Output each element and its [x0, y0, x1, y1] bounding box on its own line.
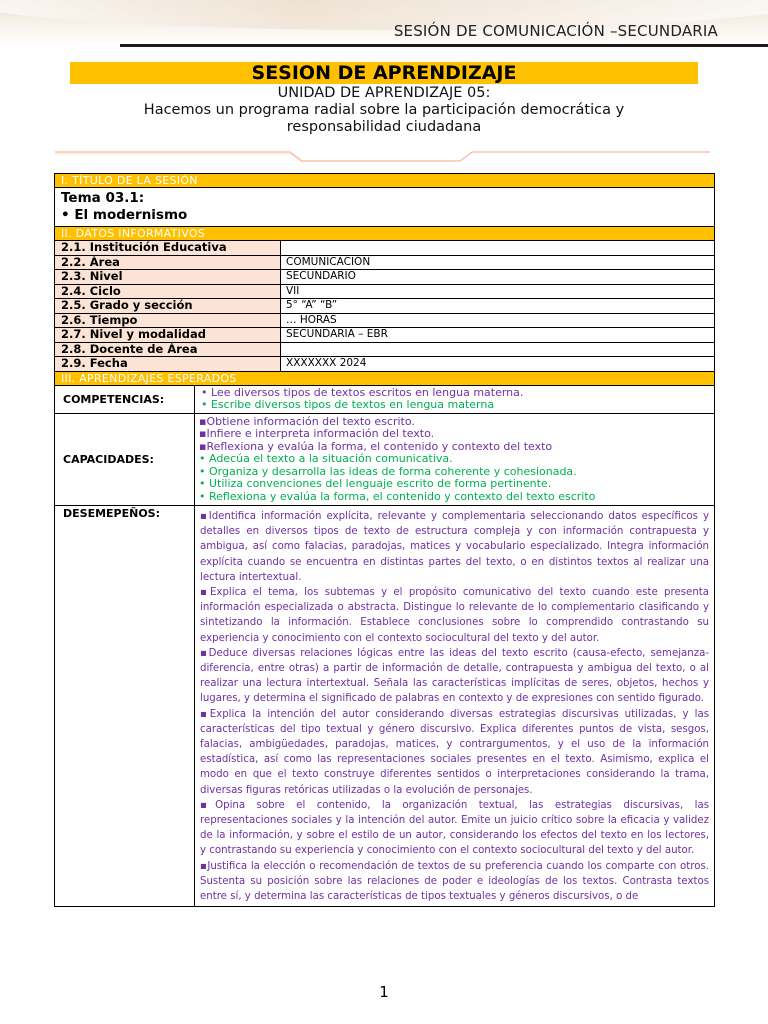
capacidades-label: CAPACIDADES: [55, 413, 195, 506]
session-topic [55, 188, 715, 227]
data-value [281, 241, 715, 256]
competencias-label: COMPETENCIAS: [55, 385, 195, 413]
data-value: 5° “A” “B” [281, 299, 715, 314]
section-header-titulo: I. TÍTULO DE LA SESIÓN [55, 174, 715, 188]
data-row [55, 284, 715, 299]
data-row [55, 299, 715, 314]
data-row [55, 313, 715, 328]
competencia-item: • Escribe diversos tipos de textos en lengua materna [201, 398, 495, 411]
data-row [55, 342, 715, 357]
data-row [55, 328, 715, 343]
data-row [55, 270, 715, 285]
data-value: … HORAS [281, 313, 715, 328]
desempeno-item: ▪Justifica la elección o recomendación de textos de su preferencia cuando los comparte con otros. Sustenta su posición sobre las relaciones de poder e ideologías de los textos. Contrasta textos entre sí, y determina las características de tipos textuales y géneros discursivos, o de [200, 860, 710, 903]
session-table [54, 173, 715, 907]
unit-title-line1: Hacemos un programa radial sobre la participación democrática y [143, 102, 625, 118]
data-value: VII [281, 284, 715, 299]
data-value: SECUNDARIO [281, 270, 715, 285]
data-label: 2.9. Fecha [55, 357, 281, 372]
capacidad-item: • Organiza y desarrolla las ideas de forma coherente y cohesionada. [199, 464, 577, 478]
capacidad-item: • Utiliza convenciones del lenguaje escrito de forma pertinente. [199, 477, 552, 490]
page-title: SESION DE APRENDIZAJE [70, 62, 698, 84]
desempeno-item: ▪Identifica información explícita, relevante y complementaria seleccionando datos específicos y detalles en diversos tipos de texto de estructura compleja y con información contrapuesta y ambigua, así como falacias, paradojas, matices y vocabulario especializado. Integra información explícita cuando se encuentra en distintas partes del texto, o en distintos textos al realizar una lectura intertextual. [200, 511, 710, 583]
desempenos-row [55, 506, 715, 907]
data-label: 2.4. Ciclo [55, 284, 281, 299]
capacidad-item: • Adecúa el texto a la situación comunicativa. [199, 452, 453, 465]
data-value [281, 342, 715, 357]
data-value: XXXXXXX 2024 [281, 357, 715, 372]
topic-number: Tema 03.1: [61, 190, 145, 206]
desempenos-label: DESEMEPEÑOS: [55, 506, 195, 907]
capacidad-item: ▪Infiere e interpreta información del texto. [199, 427, 435, 440]
data-value: SECUNDARIA – EBR [281, 328, 715, 343]
data-label: 2.1. Institución Educativa [55, 241, 281, 256]
desempeno-item: ▪Explica el tema, los subtemas y el propósito comunicativo del texto cuando este presenta información especializada o abstracta. Distingue lo relevante de lo complementario clasificando y sintetizando la información. Establece conclusiones sobre lo comprendido contrastando su experiencia y conocimiento con el contexto sociocultural del texto y del autor. [200, 587, 710, 644]
data-row [55, 255, 715, 270]
desempeno-item: ▪Explica la intención del autor considerando diversas estrategias discursivas utilizadas, y las características del tipo textual y género discursivo. Explica diferentes puntos de vista, sesgos, falacias, ambigüedades, paradojas, matices, y contrargumentos, y el uso de la información estadística, así como las representaciones sociales presentes en el texto. Asimismo, explica el modo en que el texto construye diferentes sentidos o interpretaciones considerando la trama, diversas figuras retóricas utilizadas o la evolución de personajes. [200, 708, 710, 796]
data-label: 2.5. Grado y sección [55, 299, 281, 314]
capacidad-item: • Reflexiona y evalúa la forma, el contenido y contexto del texto escrito [199, 489, 596, 503]
desempeno-item: ▪Deduce diversas relaciones lógicas entre las ideas del texto escrito (causa-efecto, semejanza-diferencia, entre otras) a partir de información de detalle, contrapuesta y ambigua del texto, o al realizar una lectura intertextual. Señala las características implícitas de seres, objetos, hechos y lugares, y determina el significado de palabras en contexto y de expresiones con sentido figurado. [200, 647, 710, 705]
capacidades-row [55, 413, 715, 506]
data-label: 2.6. Tiempo [55, 313, 281, 328]
header-rule [120, 44, 768, 47]
section-header-aprendizajes: III. APRENDIZAJES ESPERADOS [55, 371, 715, 385]
competencias-row [55, 385, 715, 413]
section-header-datos: II. DATOS INFORMATIVOS [55, 227, 715, 241]
header-title: SESIÓN DE COMUNICACIÓN –SECUNDARIA [393, 22, 718, 40]
data-value: COMUNICACIÓN [281, 255, 715, 270]
data-row [55, 357, 715, 372]
data-label: 2.7. Nivel y modalidad [55, 328, 281, 343]
topic-name: • El modernismo [61, 207, 188, 223]
data-row [55, 241, 715, 256]
data-label: 2.8. Docente de Área [55, 342, 281, 357]
unit-label: UNIDAD DE APRENDIZAJE 05: [277, 85, 491, 101]
desempeno-item: ▪Opina sobre el contenido, la organización textual, las estrategias discursivas, las representaciones sociales y la intención del autor. Emite un juicio crítico sobre la eficacia y validez de la información, y sobre el estilo de un autor, considerando los efectos del texto en los lectores, y contrastando su experiencia y conocimiento con el contexto sociocultural del texto y del autor. [200, 799, 710, 857]
capacidad-item: ▪Obtiene información del texto escrito. [199, 414, 415, 428]
competencia-item: • Lee diversos tipos de textos escritos en lengua materna. [201, 385, 524, 399]
decorative-divider [55, 145, 710, 163]
data-label: 2.3. Nivel [55, 270, 281, 285]
unit-title-line2: responsabilidad ciudadana [286, 119, 482, 135]
page-number: 1 [379, 983, 389, 1001]
capacidad-item: ▪Reflexiona y evalúa la forma, el contenido y contexto del texto [199, 439, 553, 453]
data-label: 2.2. Área [55, 255, 281, 270]
